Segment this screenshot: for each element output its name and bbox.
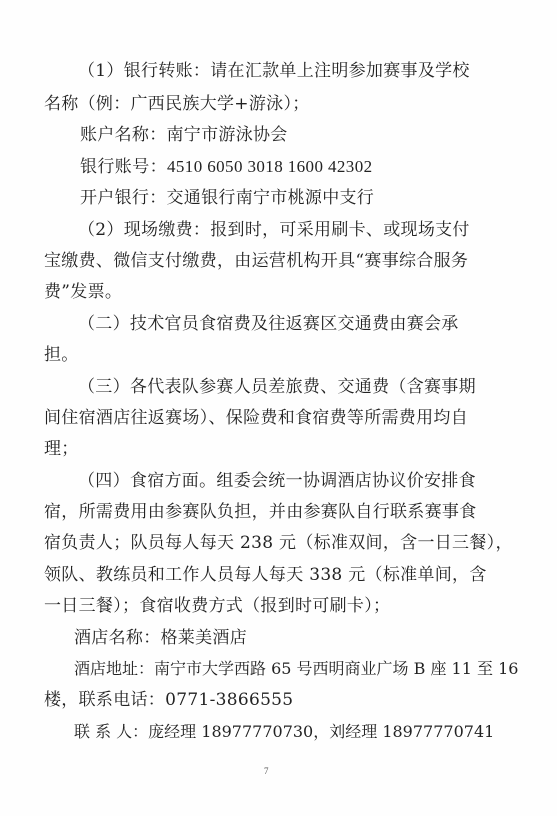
accommodation-line-4: 领队、教练员和工作人员每人每天 338 元（标准单间，含 bbox=[44, 565, 487, 585]
onsite-payment-line-2: 宝缴费、微信支付缴费，由运营机构开具“赛事综合服务 bbox=[44, 251, 469, 271]
official-expenses-line-1: （二）技术官员食宿费及往返赛区交通费由赛会承 bbox=[78, 314, 459, 334]
bank-transfer-line-2: 名称（例：广西民族大学+游泳）； bbox=[44, 94, 310, 114]
opening-bank: 开户银行：交通银行南宁市桃源中支行 bbox=[80, 188, 375, 208]
team-expenses-line-2: 间住宿酒店往返赛场）、保险费和食宿费等所需费用均自 bbox=[44, 408, 468, 428]
hotel-name: 酒店名称：格莱美酒店 bbox=[74, 628, 247, 648]
bank-transfer-line-1: （1）银行转账：请在汇款单上注明参加赛事及学校 bbox=[78, 61, 470, 81]
team-expenses-line-1: （三）各代表队参赛人员差旅费、交通费（含赛事期 bbox=[78, 377, 476, 397]
accommodation-line-1: （四）食宿方面。组委会统一协调酒店协议价安排食 bbox=[78, 471, 476, 491]
account-number: 银行账号：4510 6050 3018 1600 42302 bbox=[80, 157, 373, 176]
account-name: 账户名称：南宁市游泳协会 bbox=[80, 125, 288, 145]
accommodation-line-5: 一日三餐）；食宿收费方式（报到时可刷卡）； bbox=[44, 596, 391, 616]
contact-person: 联 系 人：庞经理 18977770730，刘经理 18977770741 bbox=[74, 722, 495, 741]
team-expenses-line-3: 理； bbox=[44, 439, 79, 459]
hotel-address-line-2: 楼，联系电话：0771-3866555 bbox=[44, 690, 294, 710]
official-expenses-line-2: 担。 bbox=[44, 345, 79, 365]
page-number: 7 bbox=[264, 766, 269, 776]
hotel-address-line-1: 酒店地址：南宁市大学西路 65 号西明商业广场 B 座 11 至 16 bbox=[74, 659, 519, 678]
onsite-payment-line-1: （2）现场缴费：报到时，可采用刷卡、或现场支付 bbox=[78, 220, 470, 240]
accommodation-line-2: 宿，所需费用由参赛队负担，并由参赛队自行联系赛事食 bbox=[44, 502, 477, 522]
onsite-payment-line-3: 费”发票。 bbox=[44, 282, 123, 302]
accommodation-line-3: 宿负责人；队员每人每天 238 元（标准双间，含一日三餐）， bbox=[44, 533, 513, 553]
